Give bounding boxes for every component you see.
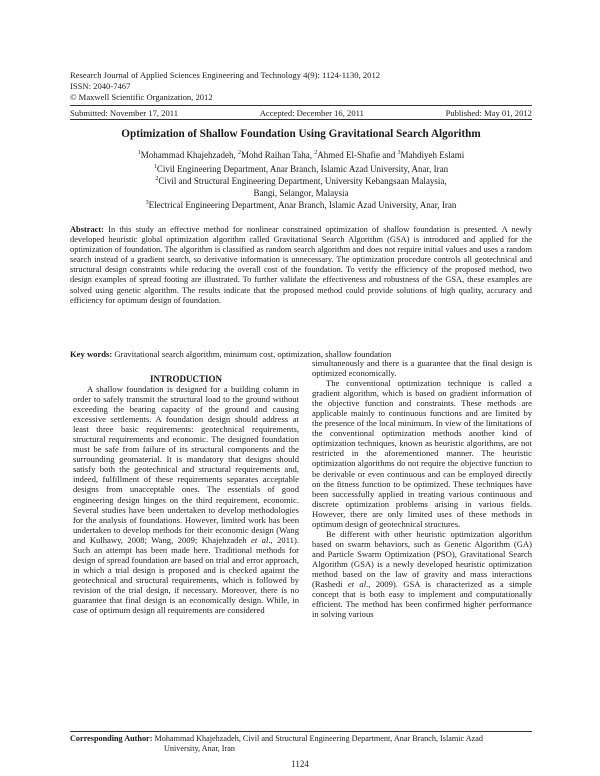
intro-paragraph-1: A shallow foundation is designed for a building column in order to safely transmit the structural load to the ground without exceeding the bearing capacity of the ground and causing excessive settlements. A foundation design should address at least three basic requirements: geotechnical requirements, structural requirements and economic. The designed foundation must be safe from failure of its structural components and the surrounding geomaterial. It is mandatory that designs should satisfy both the geotechnical and structural requirements and, indeed, fulfillment of these requirements separates acceptable designs from unacceptable ones. The essentials of good engineering design hinges on the third requirement, economic. Several studies have been undertaken to develop methodologies for the analysis of foundations. However, limited work has been undertaken to develop methods for their economic design (Wang and Kulhawy, 2008; Wang, 2009; Khajehzadeh et al., 2011). Such an attempt has been made here. Traditional methods for design of spread foundation are based on trial and error approach, in which a trial design is proposed and is checked against the geotechnical and structural requirements, which is followed by revision of the trial design, if necessary. Moreover, there is no guarantee that final design is an economically design. While, in case of optimum design all requirements are considered [73,384,299,616]
submitted-date: Submitted: November 17, 2011 [70,108,179,118]
copyright: © Maxwell Scientific Organization, 2012 [70,92,213,102]
column-right [312,358,532,619]
footer-rule [70,731,532,732]
abstract-label: Abstract: [70,225,104,234]
author-3: $^2$Ahmed El-Shafie and [314,150,398,160]
issn: ISSN: 2040-7467 [70,81,131,91]
corresponding-label: Corresponding Author: [70,734,153,743]
author-2: $^2$Mohd Raihan Taha, [238,150,315,160]
affiliation-2-cont: Bangi, Selangor, Malaysia [253,188,349,198]
intro-paragraph-2: The conventional optimization technique is called a gradient algorithm, which is based on gradient information of the objective function and constraints. These methods are applicable mainly to continuous functions and are limited by the presence of the local minimum. In view of the limitations of the conventional optimization methods another kind of optimization techniques, known as heuristic algorithms, are not restricted in the aforementioned manner. The heuristic optimization algorithms do not require the objective function to be derivable or even continuous and can be employed directly on the fitness function to be optimized. These techniques have been successfully applied in treating various continuous and discrete optimization problems arising in various fields. However, there are only limited uses of these methods in optimum design of geotechnical structures. [312,378,532,529]
header-rule-top [70,105,532,106]
dates-row [70,108,532,118]
header-rule-bottom [70,119,532,120]
intro-paragraph-continued: simultaneously and there is a guarantee that the final design is optimized economically. [312,358,532,379]
keywords-label: Key words: [70,349,113,359]
section-heading-introduction: INTRODUCTION [149,374,222,384]
accepted-date: Accepted: December 16, 2011 [259,108,364,118]
page-number: 1124 [291,759,309,769]
intro-paragraph-3: Be different with other heuristic optimization algorithm based on swarm behaviors, such as Genetic Algorithm (GA) and Particle Swarm Optimization (PSO), Gravitational Search Algorithm (GSA) is a newly developed heuristic optimization method based on the law of gravity and mass interactions (Rashedi et al., 2009). GSA is characterized as a simple concept that is both easy to implement and computationally efficient. The method has been confirmed higher performance in solving various [312,528,532,620]
keywords-text: Gravitational search algorithm, minimum cost, optimization, shallow foundation [112,349,392,359]
abstract [70,225,532,306]
corresponding-author: Corresponding Author: Mohammad Khajehzadeh, Civil and Structural Engineering Department, Anar Branch, Islamic Azad University, Anar, Iran [70,734,484,753]
affiliation-3: $^3$Electrical Engineering Department, Anar Branch, Islamic Azad University, Anar, Iran [145,200,457,210]
author-list [70,150,532,161]
column-left [73,384,299,615]
affiliation-1: $^1$Civil Engineering Department, Anar Branch, Islamic Azad University, Anar, Iran [153,164,449,174]
abstract-text: In this study an effective method for nonlinear constrained optimization of shallow foundation is presented. A newly developed heuristic global optimization algorithm called Gravitational Search Algorithm (GSA) is introduced and applied for the optimization of foundation. The algorithm is classified as random search algorithm and does not require initial values and uses a random search instead of a gradient search, so derivative information is unnecessary. The optimization procedure controls all geotechnical and structural design constraints while reducing the overall cost of the foundation. To verify the efficiency of the proposed method, two design examples of spread footing are illustrated. To further validate the effectiveness and robustness of the GSA, these examples are solved using genetic algorithm. The results indicate that the proposed method could provide solutions of high quality, accuracy and efficiency for optimum design of foundation. [70,225,532,305]
journal-citation: Research Journal of Applied Sciences Engineering and Technology 4(9): 1124-1130, 2012 [70,70,381,80]
author-1: $^1$Mohammad Khajehzadeh, [137,150,239,160]
author-4: $^3$Mahdiyeh Eslami [397,150,465,160]
paper-title: Optimization of Shallow Foundation Using Gravitational Search Algorithm [121,128,481,140]
affiliation-2: $^2$Civil and Structural Engineering Department, University Kebangsaan Malaysia, [155,176,447,186]
published-date: Published: May 01, 2012 [445,108,532,118]
